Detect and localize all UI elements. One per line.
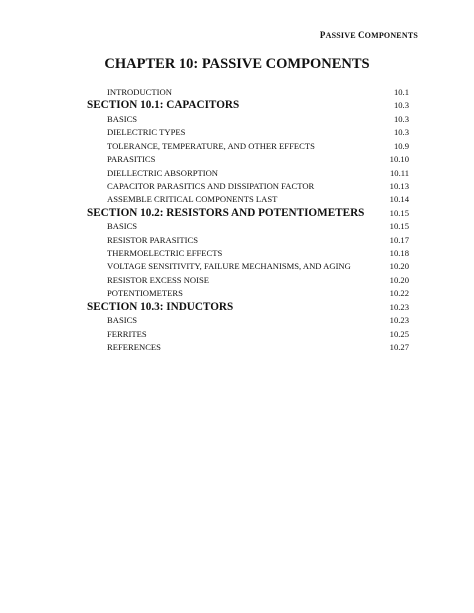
toc-entry	[87, 328, 409, 341]
toc-entry	[87, 260, 409, 273]
toc-entry-page: 10.22	[389, 288, 409, 299]
toc-entry-page: 10.17	[389, 234, 409, 245]
toc-entry-page: 10.3	[393, 127, 409, 138]
toc-entry-title: SECTION 10.3: INDUCTORS	[87, 300, 234, 313]
toc-entry	[87, 234, 409, 247]
toc-entry-title: SECTION 10.1: CAPACITORS	[87, 99, 240, 112]
toc-entry-page: 10.20	[389, 261, 409, 272]
toc-entry	[87, 274, 409, 287]
toc-entry-title: REFERENCES	[107, 342, 161, 353]
toc-entry-page: 10.27	[389, 342, 409, 353]
toc-entry-page: 10.10	[389, 154, 409, 165]
toc-entry-title: FERRITES	[107, 328, 147, 339]
toc-section-heading	[87, 301, 409, 315]
toc-entry-title: ASSEMBLE CRITICAL COMPONENTS LAST	[107, 194, 278, 205]
chapter-title: CHAPTER 10: PASSIVE COMPONENTS	[104, 56, 370, 72]
toc-entry	[87, 167, 409, 180]
toc-entry-title: BASICS	[107, 221, 138, 232]
running-head-smallcaps-b: OMPONENTS	[364, 31, 418, 40]
toc-entry	[87, 193, 409, 206]
toc-entry	[87, 86, 409, 99]
toc-section-heading	[87, 99, 409, 113]
toc-entry	[87, 140, 409, 153]
toc-entry-title: BASICS	[107, 113, 138, 124]
running-head	[320, 30, 418, 40]
toc-entry-page: 10.3	[393, 100, 409, 111]
toc-entry	[87, 287, 409, 300]
toc-entry	[87, 126, 409, 139]
running-head-smallcaps-a: ASSIVE	[325, 31, 358, 40]
toc-entry-page: 10.14	[389, 194, 409, 205]
toc-entry	[87, 113, 409, 126]
toc-entry-page: 10.15	[389, 207, 409, 218]
toc-entry-title: RESISTOR EXCESS NOISE	[107, 274, 210, 285]
toc-entry	[87, 220, 409, 233]
toc-section-heading	[87, 207, 409, 221]
toc-entry-title: INTRODUCTION	[107, 87, 172, 97]
toc-entry	[87, 247, 409, 260]
toc-entry-page: 10.25	[389, 328, 409, 339]
toc-entry	[87, 341, 409, 354]
toc-entry-title: VOLTAGE SENSITIVITY, FAILURE MECHANISMS, AND AGING	[107, 261, 351, 272]
toc-entry-title: SECTION 10.2: RESISTORS AND POTENTIOMETERS	[87, 206, 365, 219]
toc-entry-title: THERMOELECTRIC EFFECTS	[107, 248, 223, 259]
toc-entry-page: 10.9	[393, 140, 409, 151]
toc-entry-title: BASICS	[107, 315, 138, 326]
toc-entry-title: DIELECTRIC TYPES	[107, 127, 186, 138]
toc-entry-page: 10.1	[393, 87, 409, 97]
toc-entry-title: CAPACITOR PARASITICS AND DISSIPATION FACTOR	[107, 180, 315, 191]
toc-entry-page: 10.13	[389, 180, 409, 191]
table-of-contents	[87, 86, 409, 354]
toc-entry-title: POTENTIOMETERS	[107, 288, 183, 299]
toc-entry-title: RESISTOR PARASITICS	[107, 234, 198, 245]
toc-entry-page: 10.23	[389, 301, 409, 312]
toc-entry-title: DIELLECTRIC ABSORPTION	[107, 167, 219, 178]
toc-entry-title: PARASITICS	[107, 154, 156, 165]
running-head-initial-c: C	[357, 30, 365, 40]
toc-entry	[87, 314, 409, 327]
toc-entry-page: 10.23	[389, 315, 409, 326]
toc-entry-title: TOLERANCE, TEMPERATURE, AND OTHER EFFECTS	[107, 140, 315, 151]
toc-entry-page: 10.11	[389, 167, 409, 178]
toc-entry-page: 10.18	[389, 248, 409, 259]
toc-entry	[87, 153, 409, 166]
toc-entry-page: 10.15	[389, 221, 409, 232]
toc-entry	[87, 180, 409, 193]
running-head-initial-p: P	[319, 30, 326, 40]
toc-entry-page: 10.20	[389, 274, 409, 285]
toc-entry-page: 10.3	[393, 113, 409, 124]
